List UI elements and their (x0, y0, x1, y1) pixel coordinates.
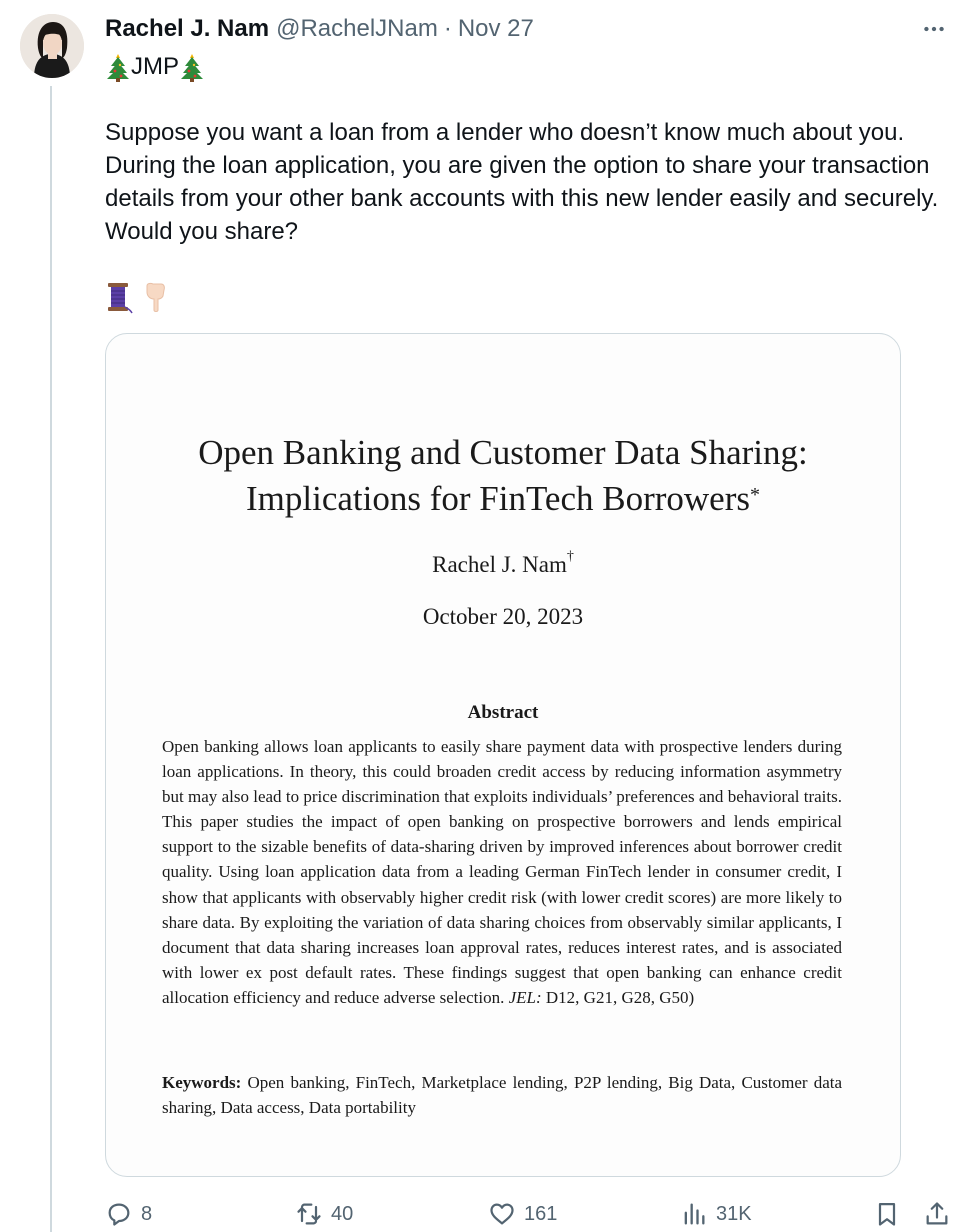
paper-title-line2 (106, 476, 900, 522)
heart-icon (488, 1200, 516, 1228)
keywords (162, 1070, 842, 1120)
share-icon (923, 1200, 951, 1228)
abstract-heading: Abstract (467, 702, 539, 723)
tweet-actions (105, 1196, 960, 1232)
views-chart-icon (680, 1200, 708, 1228)
keywords-text: Open banking, FinTech, Marketplace lending, P2P lending, Big Data, Customer data sharing, Data access, Data portability (162, 1073, 843, 1118)
like-button[interactable] (488, 1196, 557, 1232)
paper-page (106, 334, 900, 1176)
tweet-subtitle (105, 50, 205, 84)
paper-date: October 20, 2023 (422, 604, 584, 629)
reply-icon (105, 1200, 133, 1228)
reply-count: 8 (141, 1202, 153, 1225)
paper-title (106, 430, 900, 522)
views-button[interactable] (680, 1196, 752, 1232)
paper-author (106, 549, 900, 578)
avatar[interactable] (20, 14, 84, 78)
author-footnote-mark: † (566, 549, 574, 564)
abstract-text: Open banking allows loan applicants to easily share payment data with prospective lenders during loan applications. In theory, this could broaden credit access by reducing information asymmetry but may also lead to price discrimination that exploits individuals’ preferences and behavioral traits. This paper studies the impact of open banking on prospective borrowers and lends empirical support to the sizable benefits of data-sharing driven by improved inferences about borrower credit quality. Using loan application data from a leading German FinTech lender in consumer credit, I show that applicants with observably higher credit risk (with lower credit scores) are more likely to share data. By exploiting the variation of data sharing choices from observably similar applicants, I document that data sharing increases loan approval rates, reduces interest rates, and is associated with lower ex post default rates. These findings suggest that open banking can enhance credit allocation efficiency and reduce adverse selection. (162, 737, 842, 1007)
tweet-header (105, 14, 534, 44)
christmas-tree-icon (179, 52, 205, 82)
reply-button[interactable] (105, 1196, 152, 1232)
paper-title-line2-text: Implications for FinTech Borrowers (246, 479, 750, 518)
like-count: 161 (524, 1202, 558, 1225)
author-name[interactable]: Rachel J. Nam (105, 15, 270, 42)
title-footnote-mark: * (749, 484, 760, 506)
retweet-button[interactable] (295, 1196, 353, 1232)
views-count: 31K (716, 1202, 752, 1225)
thread-spool-icon (105, 280, 133, 314)
tweet-timestamp[interactable]: Nov 27 (457, 15, 534, 42)
subtitle-text: JMP (131, 53, 179, 80)
christmas-tree-icon (105, 52, 131, 82)
share-button[interactable] (923, 1196, 951, 1232)
jel-codes: D12, G21, G28, G50) (545, 987, 695, 1007)
more-options-button[interactable] (917, 14, 951, 44)
retweet-count: 40 (331, 1202, 354, 1225)
pointing-down-icon (141, 280, 169, 314)
header-separator: · (443, 15, 452, 42)
keywords-label: Keywords: (162, 1073, 242, 1092)
avatar-photo-icon (20, 14, 84, 78)
abstract-body (162, 734, 842, 1010)
bookmark-button[interactable] (873, 1196, 901, 1232)
paper-author-name: Rachel J. Nam (432, 552, 567, 577)
more-dots-icon (921, 16, 947, 42)
thread-connector-line (50, 86, 52, 1232)
jel-label: JEL: (508, 987, 542, 1007)
emoji-row (105, 279, 169, 315)
author-handle[interactable]: @RachelJNam (276, 15, 438, 42)
bookmark-icon (873, 1200, 901, 1228)
retweet-icon (295, 1200, 323, 1228)
tweet-body-text: Suppose you want a loan from a lender who doesn’t know much about you. During the loan application, you are given the option to share your transaction details from your other bank accounts with this new lender easily and securely. Would you share? (105, 119, 939, 245)
paper-image[interactable] (105, 333, 901, 1177)
paper-title-line1: Open Banking and Customer Data Sharing: (198, 433, 808, 472)
